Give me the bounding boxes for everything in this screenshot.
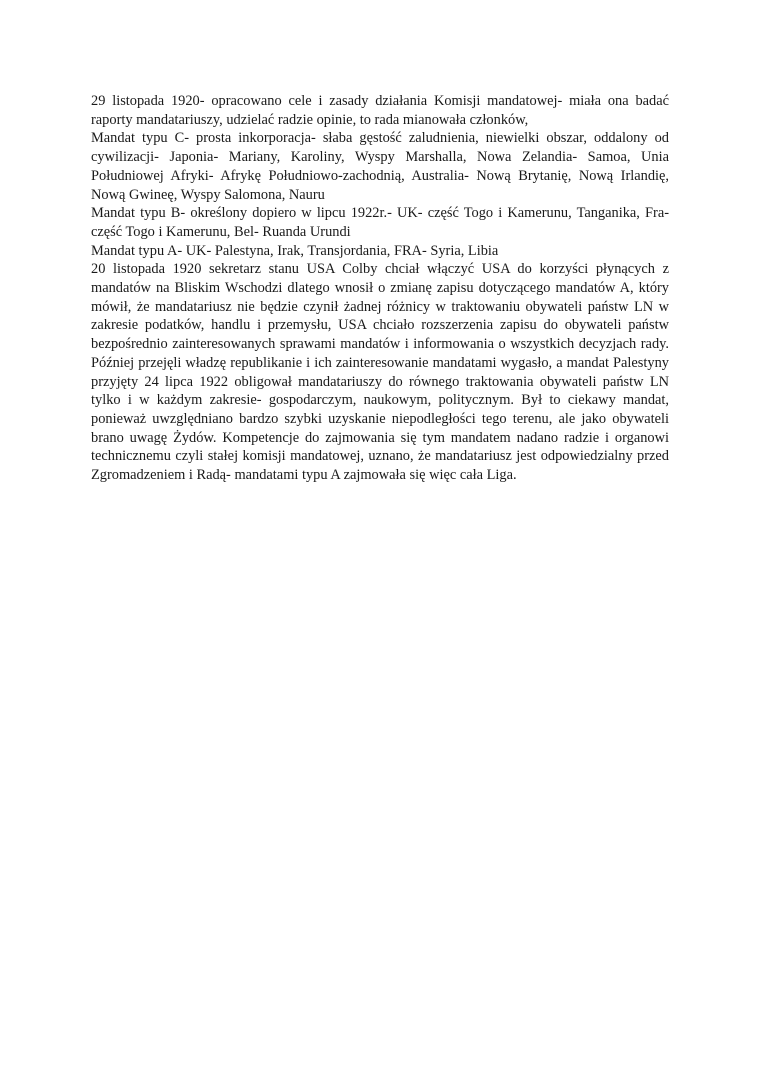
document-body <box>91 92 669 485</box>
paragraph-mandat-typu-c: Mandat typu C- prosta inkorporacja- słaba gęstość zaludnienia, niewielki obszar, oddalony od cywilizacji- Japonia- Mariany, Karoliny, Wyspy Marshalla, Nowa Zelandia- Samoa, Unia Południowej Afryki- Afrykę Południowo-zachodnią, Australia- Nową Brytanię, Nową Irlandię, Nową Gwineę, Wyspy Salomona, Nauru <box>91 130 669 203</box>
paragraph-usa-colby: 20 listopada 1920 sekretarz stanu USA Colby chciał włączyć USA do korzyści płynących z mandatów na Bliskim Wschodzi dlatego wnosił o zmianę zapisu dotyczącego mandatów A, który mówił, że mandatariusz nie będzie czynił żadnej różnicy w traktowaniu obywateli państw LN w zakresie podatków, handlu i przemysłu, USA chciało rozszerzenia zapisu do obywateli państw bezpośrednio zainteresowanych sprawami mandatów i informowania o wszystkich decyzjach rady. Później przejęli władzę republikanie i ich zainteresowanie mandatami wygasło, a mandat Palestyny przyjęty 24 lipca 1922 obligował mandatariuszy do równego traktowania obywateli państw LN tylko i w każdym zakresie- gospodarczym, naukowym, politycznym. Był to ciekawy mandat, ponieważ uwzględniano bardzo szybki uzyskanie niepodległości tego terenu, ale jako obywateli brano uwagę Żydów. Kompetencje do zajmowania się tym mandatem nadano radzie i organowi technicznemu czyli stałej komisji mandatowej, uznano, że mandatariusz jest odpowiedzialny przed Zgromadzeniem i Radą- mandatami typu A zajmowała się więc cała Liga. <box>91 261 669 484</box>
paragraph-mandat-typu-a: Mandat typu A- UK- Palestyna, Irak, Transjordania, FRA- Syria, Libia <box>91 242 499 259</box>
paragraph-komisja-mandatowa: 29 listopada 1920- opracowano cele i zasady działania Komisji mandatowej- miała ona badać raporty mandatariuszy, udzielać radzie opinie, to rada mianowała członków, <box>91 93 669 128</box>
paragraph-mandat-typu-b: Mandat typu B- określony dopiero w lipcu 1922r.- UK- część Togo i Kamerunu, Tanganika, Fra- część Togo i Kamerunu, Bel- Ruanda Urundi <box>91 205 669 240</box>
